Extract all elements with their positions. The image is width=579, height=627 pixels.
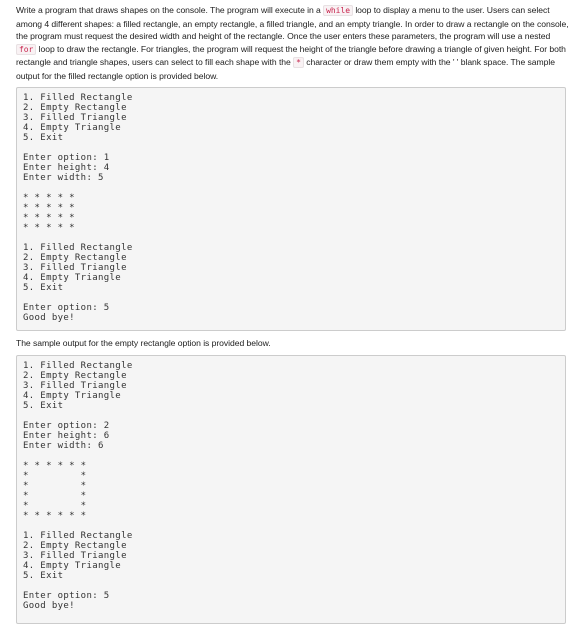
shape-block: * * * * * * * * * * * * * * * * * * * * — [23, 461, 87, 521]
exit-block: Enter option: 5 Good bye! — [23, 591, 110, 611]
empty-rectangle-intro: The sample output for the empty rectangle option is provided below. — [16, 338, 271, 348]
intro-text-2: loop to display a menu to the user. Users can select among 4 different shapes: a filled rectangle, an empty rectangle, a filled triangle, and an empty triangle. In order to draw a rectangle on the console, the program must request the desired width and height of the rectangle. Once the user enters these parameters, the program will use a nested — [16, 5, 569, 42]
sample-output-empty-rectangle — [16, 355, 566, 624]
intro-text-1: Write a program that draws shapes on the console. The program will execute in a — [16, 5, 324, 15]
menu-block: 1. Filled Rectangle 2. Empty Rectangle 3. Filled Triangle 4. Empty Triangle 5. Exit — [23, 531, 133, 581]
star-character: * — [293, 57, 304, 68]
shape-block: * * * * * * * * * * * * * * * * * * * * — [23, 193, 75, 233]
for-keyword: for — [16, 44, 36, 55]
input-block: Enter option: 2 Enter height: 6 Enter width: 6 — [23, 421, 110, 451]
while-keyword: while — [323, 5, 353, 16]
intro-text-3: loop to draw the rectangle. For triangles, the program will request the height of the triangle before drawing a triangle of given height. For both rectangle and triangle shapes, users can select to fill each shape with the — [16, 43, 566, 68]
intro-paragraph — [16, 4, 572, 82]
input-block: Enter option: 1 Enter height: 4 Enter width: 5 — [23, 153, 110, 183]
intro-text-4: character or draw them empty with the ' ' blank space. The sample output for the filled rectangle option is provided below. — [16, 57, 555, 81]
console-text — [23, 361, 133, 611]
sample-output-filled-rectangle — [16, 87, 566, 331]
menu-block: 1. Filled Rectangle 2. Empty Rectangle 3. Filled Triangle 4. Empty Triangle 5. Exit — [23, 361, 133, 411]
menu-block: 1. Filled Rectangle 2. Empty Rectangle 3. Filled Triangle 4. Empty Triangle 5. Exit — [23, 93, 133, 143]
menu-block: 1. Filled Rectangle 2. Empty Rectangle 3. Filled Triangle 4. Empty Triangle 5. Exit — [23, 243, 133, 293]
console-text — [23, 93, 133, 323]
exit-block: Enter option: 5 Good bye! — [23, 303, 110, 323]
